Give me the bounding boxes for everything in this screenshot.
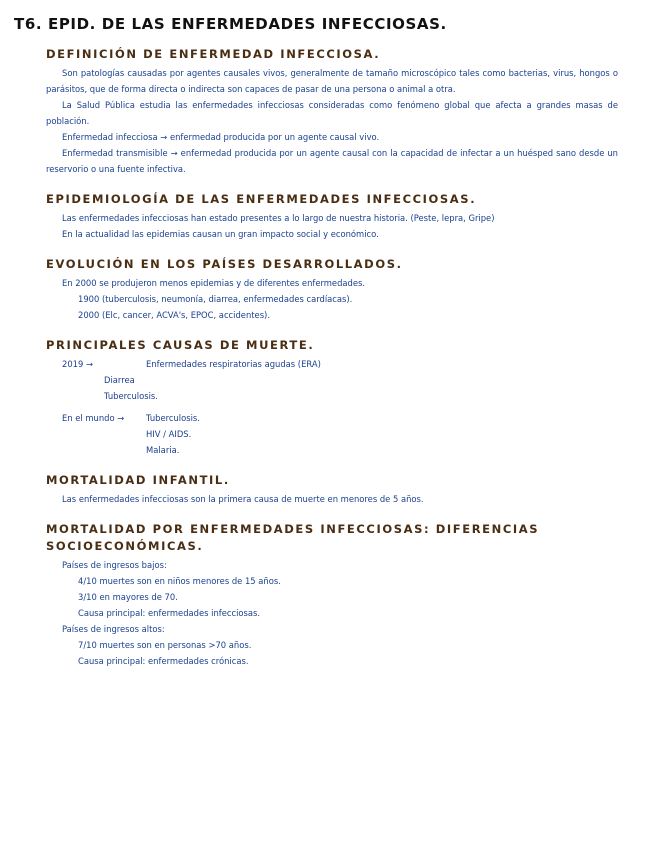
text-line: En la actualidad las epidemias causan un gran impacto social y económico.	[62, 229, 379, 239]
paragraph: Enfermedad infecciosa → enfermedad producida por un agente causal vivo.	[62, 132, 380, 142]
list-lead: 2019 →	[62, 359, 93, 369]
list-item: Tuberculosis.	[104, 391, 158, 401]
list-item: Causa principal: enfermedades crónicas.	[78, 656, 249, 666]
list-item: Diarrea	[104, 375, 135, 385]
list-item: 7/10 muertes son en personas >70 años.	[78, 640, 252, 650]
section-heading: PRINCIPALES CAUSAS DE MUERTE.	[46, 338, 315, 352]
text-line: Las enfermedades infecciosas son la primera causa de muerte en menores de 5 años.	[62, 494, 424, 504]
paragraph: Son patologías causadas por agentes causales vivos, generalmente de tamaño microscópico tales como bacterias, virus, hongos o parásitos, que de forma directa o indirecta son capaces de pasar de una persona o animal a otra.	[46, 68, 618, 94]
page-title: T6. EPID. DE LAS ENFERMEDADES INFECCIOSAS.	[14, 15, 447, 33]
section-mortalidad	[46, 472, 646, 507]
section-heading: MORTALIDAD POR ENFERMEDADES INFECCIOSAS: DIFERENCIAS SOCIOECONÓMICAS.	[46, 522, 540, 553]
text-line: 2000 (Elc, cancer, ACVA's, EPOC, accidentes).	[78, 310, 270, 320]
list-item	[46, 356, 646, 372]
text-line: En 2000 se produjeron menos epidemias y de diferentes enfermedades.	[62, 278, 366, 288]
list-item	[46, 410, 646, 426]
list-item: HIV / AIDS.	[146, 429, 192, 439]
list-item: Malaria.	[146, 445, 180, 455]
list-item: 4/10 muertes son en niños menores de 15 años.	[78, 576, 281, 586]
subheading: Países de ingresos altos:	[62, 624, 165, 634]
paragraph: La Salud Pública estudia las enfermedades infecciosas consideradas como fenómeno global que afecta a grandes masas de población.	[46, 100, 618, 126]
section-causas	[46, 337, 646, 458]
section-heading: MORTALIDAD INFANTIL.	[46, 473, 230, 487]
section-definicion	[46, 46, 646, 177]
list-item: 3/10 en mayores de 70.	[78, 592, 178, 602]
list-lead: En el mundo →	[62, 413, 125, 423]
section-heading: EPIDEMIOLOGÍA DE LAS ENFERMEDADES INFECCIOSAS.	[46, 192, 477, 206]
text-line: 1900 (tuberculosis, neumonía, diarrea, enfermedades cardíacas).	[78, 294, 353, 304]
list-value: Tuberculosis.	[146, 413, 200, 423]
subheading: Países de ingresos bajos:	[62, 560, 167, 570]
section-epidemiologia	[46, 191, 646, 242]
list-item: Causa principal: enfermedades infecciosas.	[78, 608, 261, 618]
paragraph: Enfermedad transmisible → enfermedad producida por un agente causal con la capacidad de infectar a un huésped sano desde un reservorio o una fuente infectiva.	[46, 148, 618, 174]
list-value: Enfermedades respiratorias agudas (ERA)	[146, 359, 321, 369]
text-line: Las enfermedades infecciosas han estado presentes a lo largo de nuestra historia. (Peste, lepra, Gripe)	[62, 213, 495, 223]
section-heading: DEFINICIÓN DE ENFERMEDAD INFECCIOSA.	[46, 47, 381, 61]
section-socioeconomicas	[46, 521, 646, 669]
section-evolucion	[46, 256, 646, 323]
section-heading: EVOLUCIÓN EN LOS PAÍSES DESARROLLADOS.	[46, 257, 403, 271]
